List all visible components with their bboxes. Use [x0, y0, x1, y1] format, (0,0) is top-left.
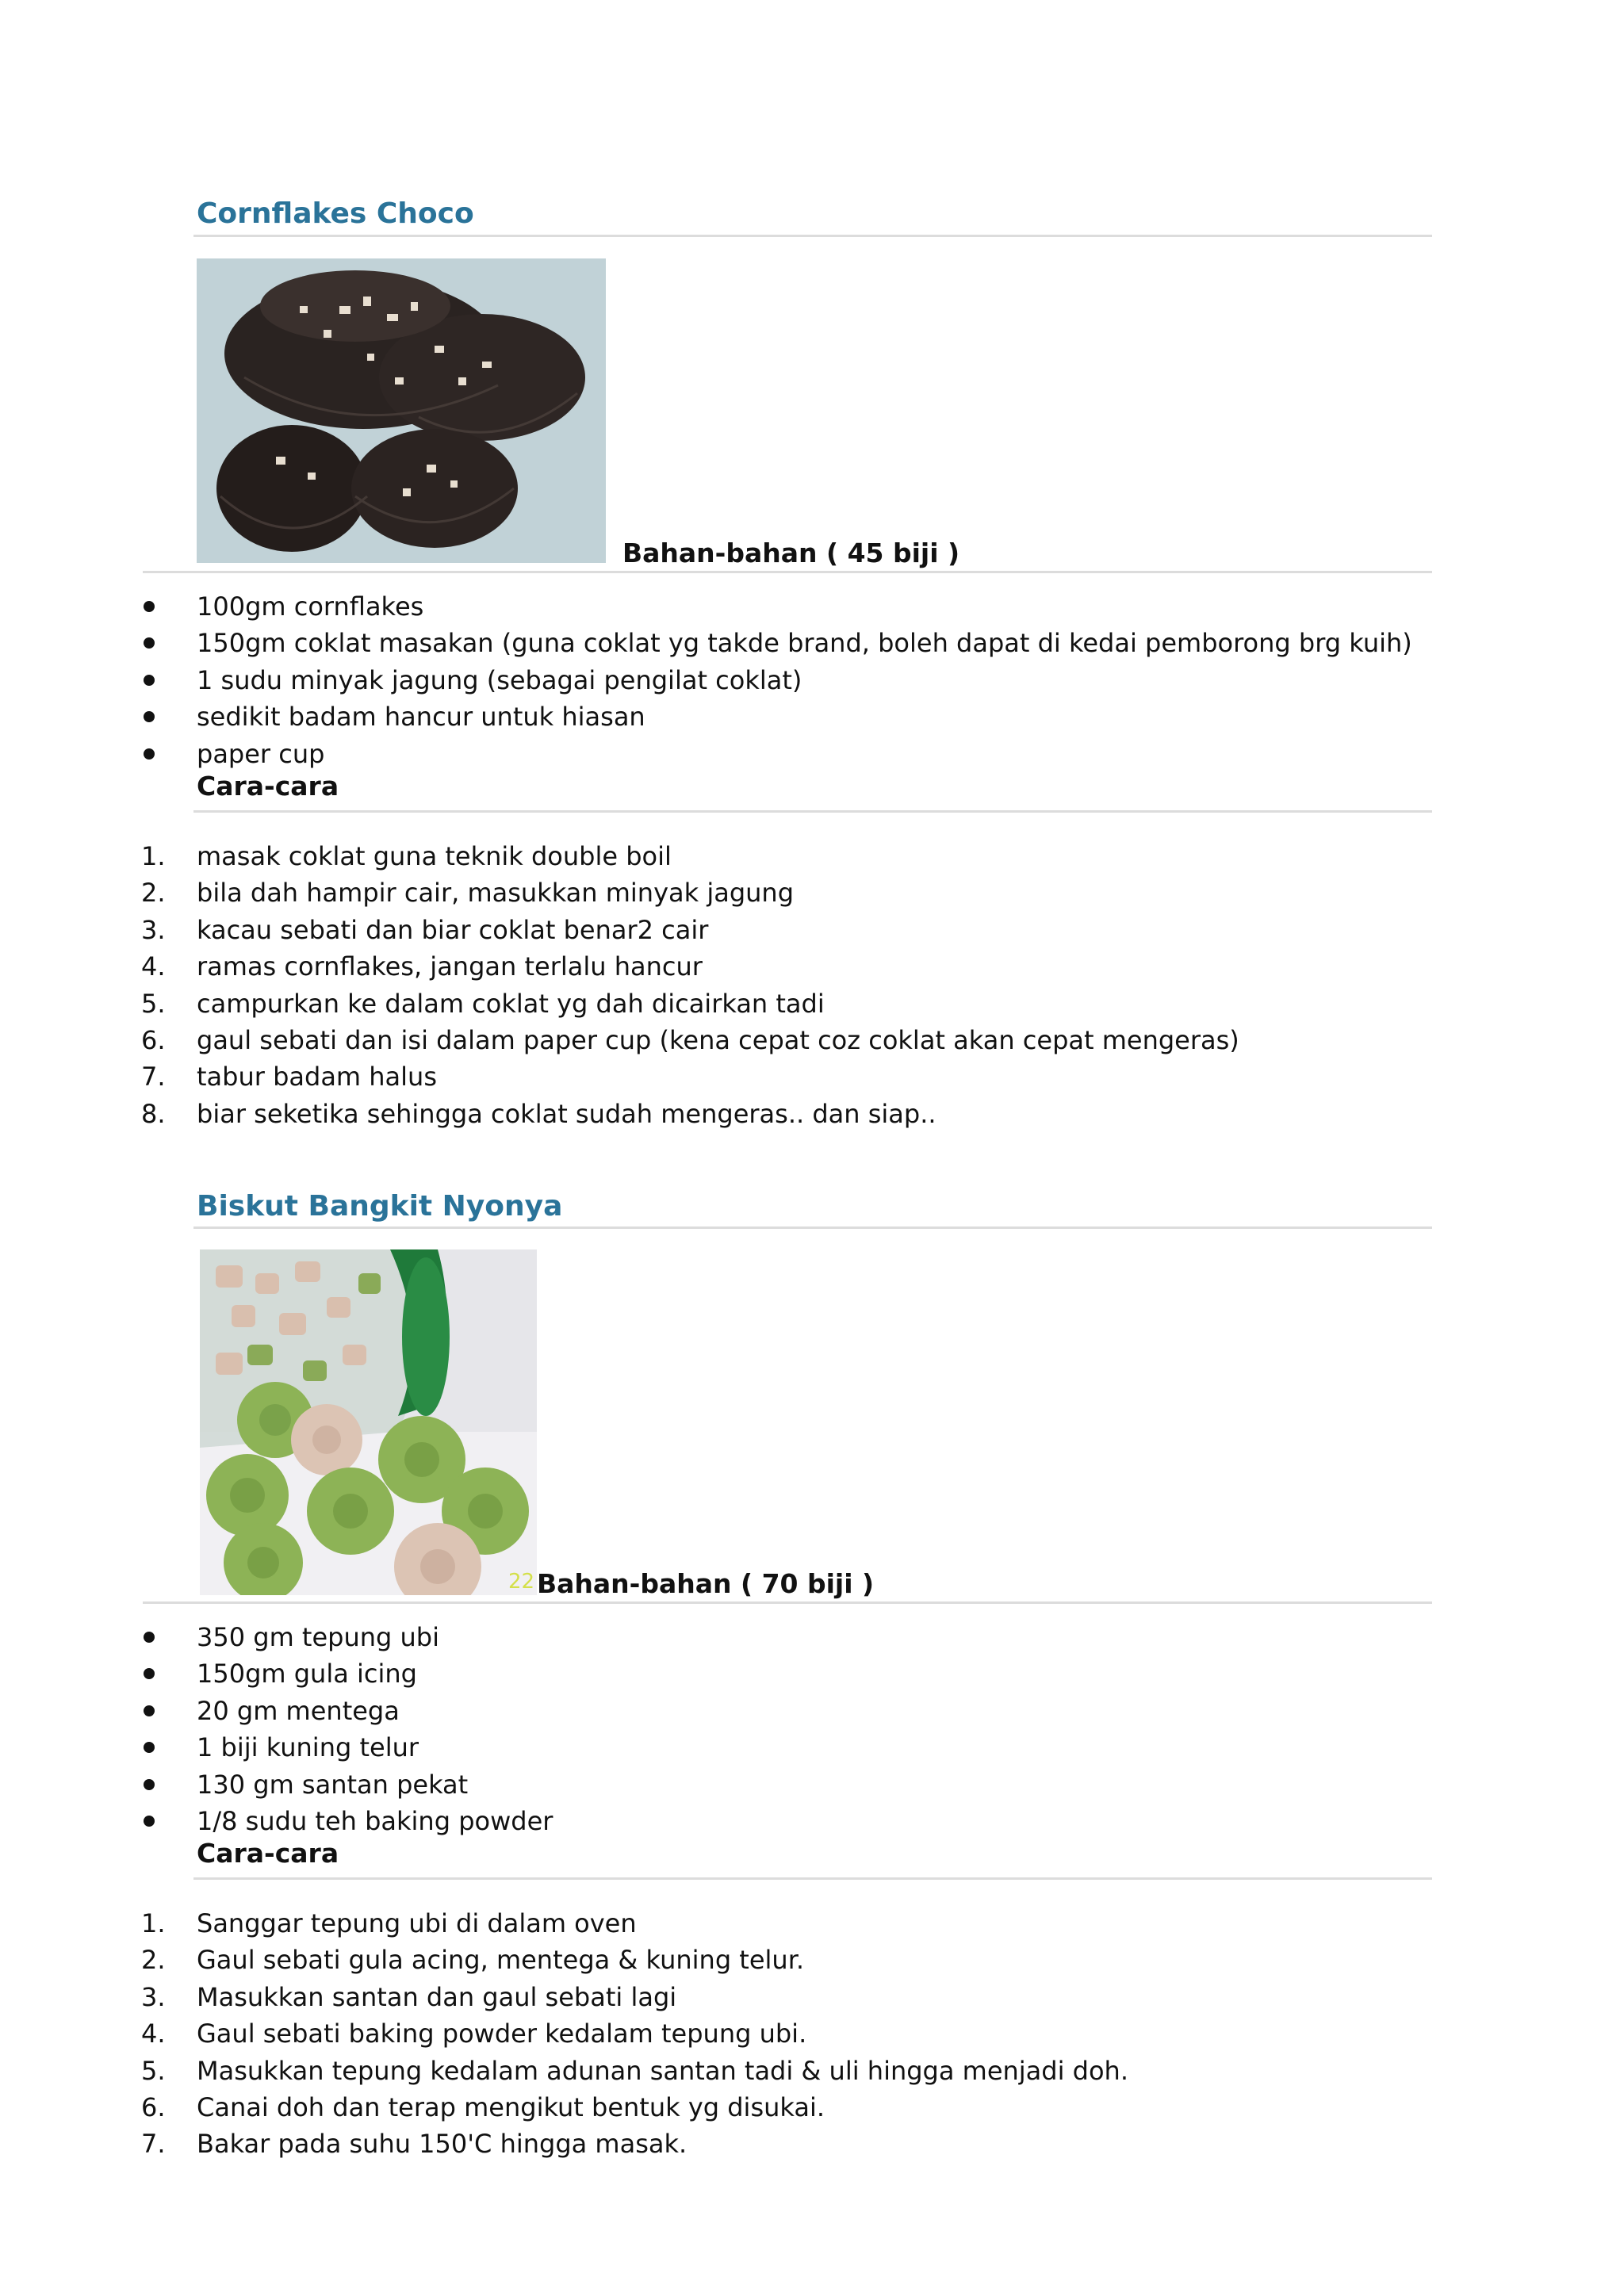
bullet — [144, 1668, 155, 1679]
method-divider — [193, 810, 1432, 813]
list-item: 8. biar seketika sehingga coklat sudah mengeras.. dan siap.. — [141, 1098, 936, 1129]
recipe-title: Biskut Bangkit Nyonya — [197, 1190, 563, 1223]
list-item: 2. bila dah hampir cair, masukkan minyak jagung — [141, 878, 795, 909]
list-item: 7. Bakar pada suhu 150'C hingga masak. — [141, 2129, 688, 2160]
list-item: 2. Gaul sebati gula acing, mentega & kuning telur. — [141, 1945, 805, 1976]
list-item: 1. Sanggar tepung ubi di dalam oven — [141, 1908, 637, 1938]
list-item: 100gm cornflakes — [0, 588, 1412, 625]
steps-list — [0, 838, 1239, 1132]
method-heading: Cara-cara — [197, 771, 339, 802]
list-item: 4. ramas cornflakes, jangan terlalu hancur — [141, 951, 703, 982]
list-item: 20 gm mentega — [0, 1693, 553, 1729]
bullet — [144, 1816, 155, 1827]
image-watermark: 22 — [508, 1570, 535, 1594]
bullet — [144, 711, 155, 722]
ingredients-heading: Bahan-bahan ( 45 biji ) — [622, 538, 960, 568]
list-item: paper cup — [0, 736, 1412, 772]
list-item: 1/8 sudu teh baking powder — [0, 1803, 553, 1839]
recipe-photo-bangkit — [200, 1249, 537, 1595]
method-heading: Cara-cara — [197, 1838, 339, 1869]
list-item: 4. Gaul sebati baking powder kedalam tepung ubi. — [141, 2019, 807, 2049]
list-item: 1 sudu minyak jagung (sebagai pengilat coklat) — [0, 662, 1412, 698]
list-item: 7. tabur badam halus — [141, 1062, 437, 1093]
bullet — [144, 748, 155, 760]
ingredients-divider — [143, 1601, 1432, 1604]
list-item: 1 biji kuning telur — [0, 1729, 553, 1766]
list-item: 3. kacau sebati dan biar coklat benar2 cair — [141, 914, 709, 945]
list-item: 6. Canai doh dan terap mengikut bentuk yg disukai. — [141, 2092, 825, 2123]
title-divider — [193, 235, 1432, 237]
bullet — [144, 675, 155, 686]
bullet — [144, 1632, 155, 1643]
recipe-photo-cornflakes — [197, 258, 606, 563]
list-item: 6. gaul sebati dan isi dalam paper cup (kena cepat coz coklat akan cepat mengeras) — [141, 1025, 1239, 1056]
ingredients-divider — [143, 571, 1432, 573]
bullet — [144, 1705, 155, 1716]
list-item: 1. masak coklat guna teknik double boil — [141, 841, 672, 871]
bullet — [144, 637, 155, 649]
list-item: 130 gm santan pekat — [0, 1766, 553, 1803]
steps-list — [0, 1905, 1128, 2163]
bullet — [144, 601, 155, 612]
list-item: sedikit badam hancur untuk hiasan — [0, 698, 1412, 735]
recipe-title: Cornflakes Choco — [197, 197, 474, 230]
bullet — [144, 1779, 155, 1790]
list-item: 350 gm tepung ubi — [0, 1619, 553, 1655]
list-item: 5. campurkan ke dalam coklat yg dah dicairkan tadi — [141, 988, 825, 1019]
ingredients-list — [0, 1619, 553, 1839]
title-divider — [193, 1226, 1432, 1229]
method-divider — [193, 1877, 1432, 1880]
list-item: 150gm gula icing — [0, 1655, 553, 1692]
list-item: 3. Masukkan santan dan gaul sebati lagi — [141, 1981, 677, 2012]
ingredients-heading: Bahan-bahan ( 70 biji ) — [537, 1568, 875, 1599]
ingredients-list — [0, 588, 1412, 772]
list-item: 5. Masukkan tepung kedalam adunan santan tadi & uli hingga menjadi doh. — [141, 2055, 1128, 2086]
bullet — [144, 1742, 155, 1753]
list-item: 150gm coklat masakan (guna coklat yg takde brand, boleh dapat di kedai pemborong brg kuih) — [0, 625, 1412, 661]
